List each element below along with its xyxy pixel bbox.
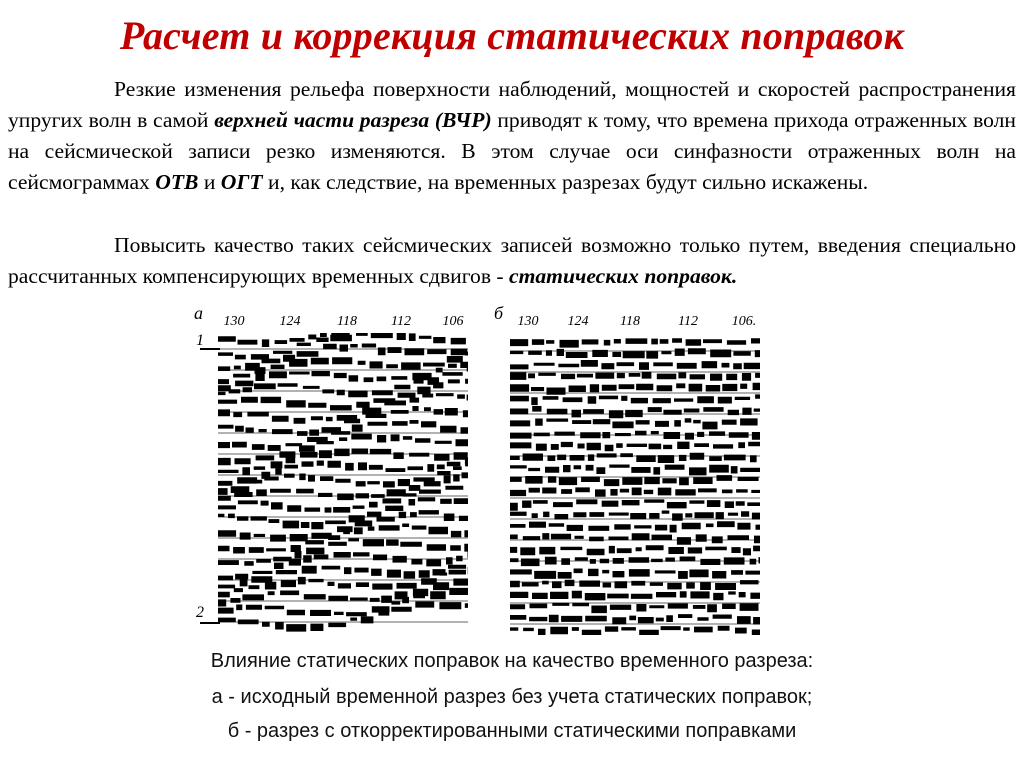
para2-text-1: Повысить качество таких сейсмических записей возможно только путем, введения специально рассчитанных компенсирующих временных сдвигов - (8, 233, 1016, 288)
caption-line-1: Влияние статических поправок на качество временного разреза: (210, 650, 814, 672)
seismic-section-a (190, 305, 480, 640)
slide-title: Расчет и коррекция статических поправок (119, 13, 905, 58)
figure-b-tick: 124 (567, 314, 589, 329)
seismic-section-b (490, 305, 780, 640)
figure-a-tick: 124 (279, 314, 301, 329)
figure-a-letter: а (194, 305, 203, 323)
figure-a-tick: 112 (391, 314, 411, 329)
figure-a-tick: 106 (442, 314, 464, 329)
caption-line-3: б - разрез с откорректированными статическими поправками (227, 720, 797, 742)
horizon-2-label: 2 (196, 604, 204, 621)
wiggle-traces-b (502, 338, 775, 637)
timing-lines-a (200, 349, 220, 623)
figure-a-tick: 118 (337, 314, 357, 329)
para1-text-3: и (198, 170, 221, 194)
figure-b-tick: 130 (517, 314, 539, 329)
wiggle-traces-a (210, 316, 480, 631)
paragraph-2 (8, 230, 1016, 292)
para1-term-ogt: ОГТ (220, 170, 263, 194)
para2-term-statics: статических поправок. (509, 264, 738, 288)
caption-line-2: а - исходный временной разрез без учета статических поправок; (211, 686, 813, 708)
figure-b-tick: 112 (678, 314, 698, 329)
para1-text-2: приводят к тому, что времена прихода отраженных волн на сейсмической записи резко изменяются. В этом случае оси синфазности отраженных волн на сейсмограммах (8, 108, 1016, 194)
para1-text-4: и, как следствие, на временных разрезах будут сильно искажены. (262, 170, 869, 194)
para1-text-1: Резкие изменения рельефа поверхности наблюдений, мощностей и скоростей распространения упругих волн в самой (8, 77, 1016, 132)
horizon-1-label: 1 (196, 332, 204, 349)
para1-term-vchr: верхней части разреза (ВЧР) (214, 108, 492, 132)
figure-b-tick: 118 (620, 314, 640, 329)
para1-term-otv: ОТВ (155, 170, 199, 194)
figure-b-letter: б (494, 305, 504, 323)
figure-a-tick: 130 (223, 314, 245, 329)
paragraph-1 (8, 74, 1016, 198)
figure-b-tick: 106. (731, 314, 757, 329)
